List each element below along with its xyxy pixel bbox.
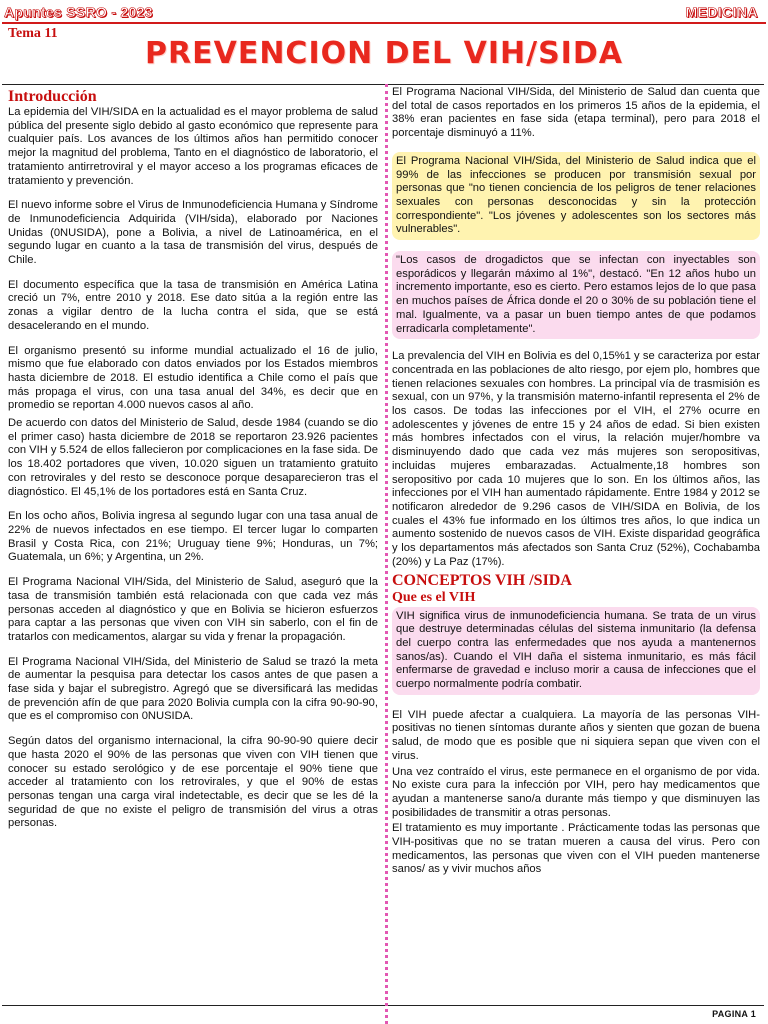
subheading-que-es-el-vih: Que es el VIH: [392, 589, 476, 605]
paragraph: De acuerdo con datos del Ministerio de Salud, desde 1984 (cuando se dio el primer caso) hasta diciembre de 2018 se reportaron 23.926 pacientes con VIH y 5.524 de ellos fallecieron por complicaciones en la fase sida. De los 18.402 portadores que viven, 10.020 siguen un tratamiento gratuito con retrovirales y del resto se desconoce porque desaparecieron tras el diagnóstico. El 45,1% de los portadores está en Santa Cruz.: [8, 417, 379, 498]
highlighted-paragraph: "Los casos de drogadictos que se infectan con inyectables son esporádicos y llegarán máximo al 1%", destacó. "En 12 años hubo un incremento importante, eso es cierto. Pero estamos lejos de lo que pasa en muchos países de África donde el 20 o 30% de su población tiene el mal. Igualmente, va a pasar un buen tiempo antes de que podamos erradicarla completamente".: [392, 251, 760, 339]
column-divider: [385, 84, 388, 1024]
topic-number: Tema 11: [8, 26, 58, 41]
section-heading-conceptos: CONCEPTOS VIH /SIDA: [392, 571, 572, 589]
paragraph: El tratamiento es muy importante . Prácticamente todas las personas que VIH-positivas que no se tratan mueren a causa del virus. Pero con medicamentos, las personas que viven con el VIH pueden mantenerse sanos/ as y vivir muchos años: [392, 822, 760, 876]
paragraph: El VIH puede afectar a cualquiera. La mayoría de las personas VIH- positivas no tienen síntomas durante años y sienten que gozan de buena salud, de modo que es posible que ni siquiera sepan que viven con el virus.: [392, 708, 760, 762]
paragraph: La epidemia del VIH/SIDA en la actualidad es el mayor problema de salud pública del presente siglo debido al gasto económico que represente para cualquier país. Los avances de los últimos años han permitido conocer mejor la magnitud del problema, Tanto en el diagnóstico de laboratorio, el tratamiento antirretroviral y el mayor acceso a los programas eficaces de tratamiento y prevención.: [8, 106, 378, 187]
page-number: PAGINA 1: [712, 1009, 756, 1019]
paragraph: Una vez contraído el virus, este permanece en el organismo de por vida. No existe cura para la infección por VIH, pero hay medicamentos que ayudan a mantenerse sano/a durante más tiempo y que disminuyen las posibilidades de transmitir a otras personas.: [392, 765, 760, 819]
paragraph: Según datos del organismo internacional, la cifra 90-90-90 quiere decir que hasta 2020 el 90% de las personas que viven con VIH tienen que conocer su estado serológico y de ese porcentaje el 90% tiene que acceder al tratamiento con los retrovirales, y que el 90% de estas personas tengan una carga viral indetectable, es decir que se les dé la seguridad de que no existe el peligro de transmisión del virus a otras personas.: [8, 735, 378, 830]
paragraph: La prevalencia del VIH en Bolivia es del 0,15%1 y se caracteriza por estar concentrada en las poblaciones de alto riesgo, por ejem plo, hombres que tienen relaciones sexuales con hombres. La principal vía de trasmisión es sexual, con un 97%, y la transmisión materno-infantil representa el 2% de los casos. De todas las infecciones por el VIH, el 27% ocurre en adolescentes y jóvenes de entre 15 y 24 años de edad. Si bien existen más hombres infectados con el virus, la relación mujer/hombre va disminuyendo dado que cada vez más mujeres son seropositivas, incluidas mujeres embarazadas. Actualmente,18 hombres son seropositivo por cada 10 mujeres que lo son. En los últimos años, las infecciones por el VIH han aumentado rápidamente. Entre 1984 y 2012 se notificaron alrededor de 9.296 casos de VIH/SIDA en Bolivia, de los cuales el 43% fue informado en los últimos tres años, lo que indica un aumento sostenido de nuevos casos de VIH. Existe disparidad geográfica y los departamentos más afectados son Santa Cruz (52%), Cochabamba (20%) y La Paz (17%).: [392, 350, 760, 568]
series-label: Apuntes SSRO - 2023: [4, 4, 153, 20]
paragraph: El Programa Nacional VIH/Sida, del Ministerio de Salud se trazó la meta de aumentar la pesquisa para detectar los casos antes de que pasen a fase sida y bajar el subregistro. Agregó que se diversificará las medidas de prevención afín de que para 2020 Bolivia cumpla con la cifra 90-90-90, que es el compromiso con 0NUSIDA.: [8, 655, 378, 723]
page-title: PREVENCION DEL VIH/SIDA: [145, 36, 623, 71]
subject-label: MEDICINA: [685, 4, 758, 20]
paragraph: En los ocho años, Bolivia ingresa al segundo lugar con una tasa anual de 22% de nuevos infectados en ese tiempo. El tercer lugar lo comparten Brasil y Costa Rica, con 21%; Uruguay tiene 9%; Honduras, un 7%; Guatemala, un 6%; y Argentina, un 2%.: [8, 510, 378, 564]
highlighted-paragraph: VIH significa virus de inmunodeficiencia humana. Se trata de un virus que destruye determinadas células del sistema inmunitario (la defensa del cuerpo contra las enfermedades que nos ayuda a mantenernos sanos/as). Cuando el VIH daña el sistema inmunitario, es más fácil enfermarse de gravedad e incluso morir a causa de infecciones que el cuerpo normalmente podría combatir.: [392, 607, 760, 695]
left-column: [8, 88, 378, 831]
section-heading-introduccion: Introducción: [8, 88, 97, 105]
paragraph: El Programa Nacional VIH/Sida, del Ministerio de Salud, aseguró que la tasa de transmisión también está relacionada con que cada vez más personas acceden al diagnóstico y que en Bolivia se hicieron esfuerzos para captar a las personas que viven con VIH sin saberlo, con el fin de tratarlos con medicamentos, alargar su vida y frenar la propagación.: [8, 576, 378, 643]
paragraph: El documento específica que la tasa de transmisión en América Latina creció un 7%, entre 2010 y 2018. Ese dato sitúa a la región entre las zonas a vigilar dentro de la lucha contra el sida, que se está desacelerando en el mundo.: [8, 278, 378, 332]
right-column: [392, 86, 760, 877]
paragraph: El organismo presentó su informe mundial actualizado el 16 de julio, mismo que fue elaborado con datos enviados por los Estados miembros hasta diciembre de 2018. El estudio identifica a Chile como el país que más propaga el virus, con una tasa anual del 34%, es decir que en promedio se reportan 4.000 nuevos casos al año.: [8, 344, 378, 412]
paragraph: El Programa Nacional VIH/Sida, del Ministerio de Salud dan cuenta que del total de casos reportados en los primeros 15 años de la epidemia, el 38% eran pacientes en fase sida (etapa terminal), pero para 2018 el porcentaje disminuyó a 11%.: [392, 86, 760, 140]
paragraph: El nuevo informe sobre el Virus de Inmunodeficiencia Humana y Síndrome de Inmunodeficiencia Adquirida (VIH/sida), elaborado por Naciones Unidas (0NUSIDA), pone a Bolivia, a nivel de Latinoamérica, en el segundo lugar en cuanto a la tasa de transmisión del virus, después de Chile.: [8, 199, 378, 267]
highlighted-paragraph: El Programa Nacional VIH/Sida, del Ministerio de Salud indica que el 99% de las infecciones se producen por transmisión sexual por personas que "no tienen conciencia de los peligros de tener relaciones sexuales con personas desconocidas y sin la protección correspondiente". "Los jóvenes y adolescentes son los sectores más vulnerables".: [392, 152, 760, 240]
